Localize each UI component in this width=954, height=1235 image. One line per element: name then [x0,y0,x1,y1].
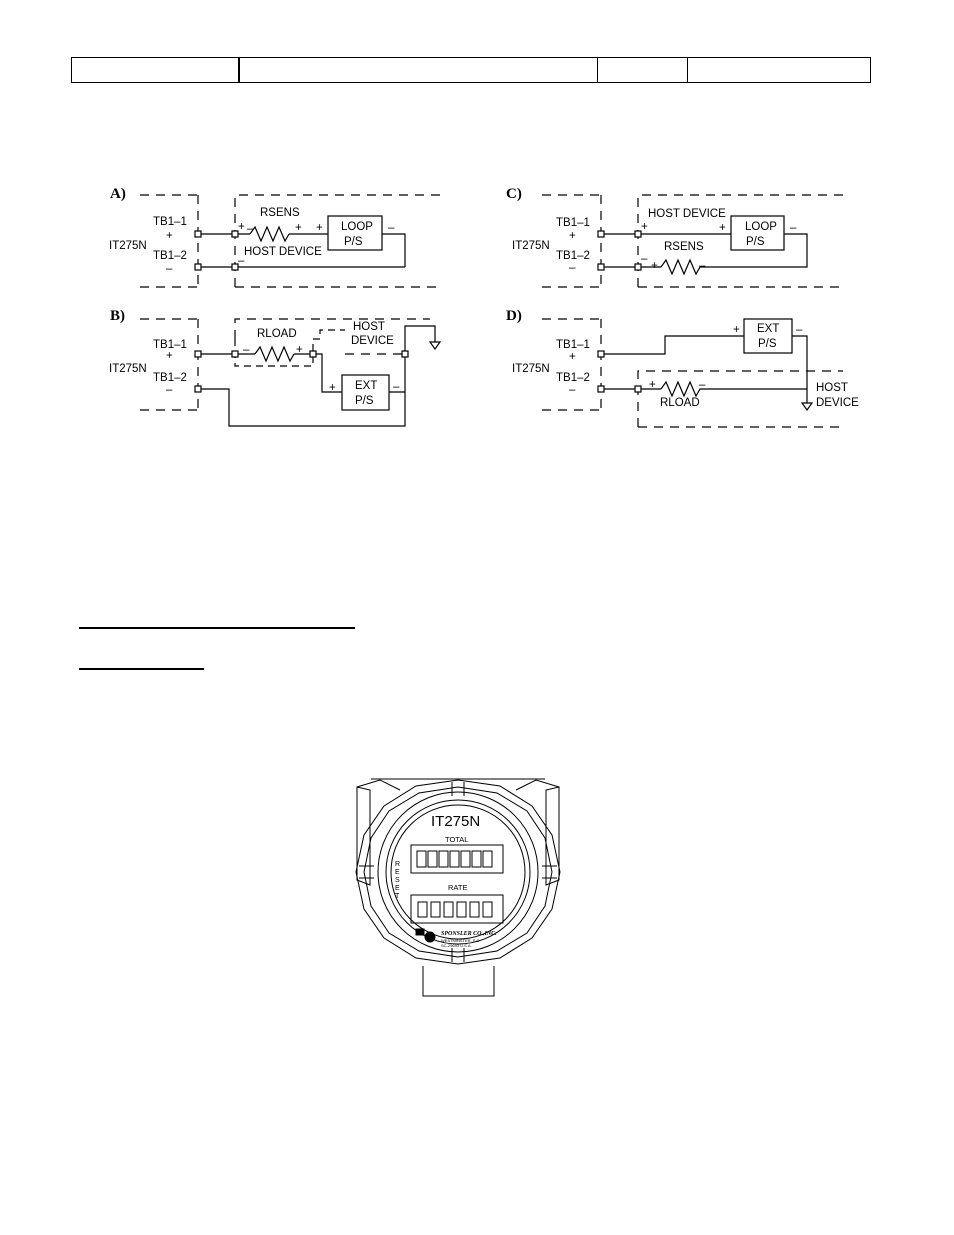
diagram-d-resistor: RLOAD [660,397,700,409]
section-rule-2 [79,668,204,670]
maker-name: SPONSLER CO.,INC. [441,931,497,937]
diagram-d-device: IT275N [512,363,550,375]
svg-text:+: + [329,382,336,394]
svg-text:–: – [699,379,706,391]
diagram-a-resistor: RSENS [260,207,300,219]
svg-text:+: + [295,222,302,234]
diagram-b-letter: B) [110,308,125,324]
svg-text:E: E [395,885,400,892]
maker-line-3: SC-29693 U.S.A. [441,943,472,948]
svg-text:–: – [569,262,576,274]
diagram-a-device: IT275N [109,240,147,252]
diagram-a-letter: A) [110,186,126,202]
svg-text:+: + [569,230,576,242]
diagram-c-tb2: TB1–2 [556,250,590,262]
total-digits [417,851,492,867]
diagram-b-device: IT275N [109,363,147,375]
diagram-d-tb2: TB1–2 [556,372,590,384]
svg-text:–: – [238,255,245,267]
diagram-d-host-1: HOST [816,382,848,394]
diagram-a-tb2: TB1–2 [153,250,187,262]
diagram-c-tb1: TB1–1 [556,217,590,229]
svg-text:–: – [243,344,250,356]
diagram-b-host-1: HOST [353,321,385,333]
display-rate-label: RATE [448,883,468,892]
diagram-b [109,308,440,426]
diagram-b-supply-1: EXT [355,380,378,392]
diagram-c-device: IT275N [512,240,550,252]
diagram-c-supply-2: P/S [746,236,765,248]
section-rule-1 [79,627,355,629]
reset-label [395,861,400,900]
maker-line-2: WESTMINSTER, S.C. [441,938,481,943]
diagram-c-supply-1: LOOP [745,221,777,233]
svg-text:+: + [296,344,303,356]
diagram-c-resistor: RSENS [664,241,704,253]
diagram-d-supply-1: EXT [757,323,780,335]
rate-digits [418,902,492,917]
diagram-a-tb1: TB1–1 [153,216,187,228]
diagram-a-supply-1: LOOP [341,221,373,233]
svg-text:+: + [719,222,726,234]
svg-text:+: + [316,222,323,234]
diagram-b-supply-2: P/S [355,395,374,407]
diagram-b-tb1: TB1–1 [153,339,187,351]
svg-text:–: – [388,222,395,234]
svg-text:+: + [649,379,656,391]
svg-text:T: T [395,893,400,900]
svg-text:+: + [238,221,245,233]
svg-text:–: – [569,384,576,396]
svg-text:–: – [790,222,797,234]
svg-text:–: – [247,223,254,235]
svg-text:+: + [569,351,576,363]
diagram-b-host-2: DEVICE [351,335,394,347]
svg-text:–: – [393,381,400,393]
device-illustration [356,779,560,996]
diagram-c-letter: C) [506,186,522,202]
diagram-a [109,186,440,287]
diagram-b-resistor: RLOAD [257,328,297,340]
svg-text:–: – [641,253,648,265]
diagram-d [506,308,859,427]
diagram-d-host-2: DEVICE [816,397,859,409]
diagram-d-letter: D) [506,308,522,324]
svg-text:+: + [651,260,658,272]
diagram-c [506,186,843,287]
diagram-b-tb2: TB1–2 [153,372,187,384]
svg-text:E: E [395,869,400,876]
svg-text:S: S [395,877,400,884]
svg-text:–: – [699,260,706,272]
diagram-c-host: HOST DEVICE [648,208,726,220]
diagram-d-tb1: TB1–1 [556,339,590,351]
svg-text:+: + [166,350,173,362]
svg-text:–: – [166,263,173,275]
svg-text:+: + [166,230,173,242]
display-total-label: TOTAL [445,835,469,844]
diagram-a-host: HOST DEVICE [244,246,322,258]
display-model: IT275N [431,813,481,830]
svg-text:–: – [166,384,173,396]
diagram-a-supply-2: P/S [344,236,363,248]
svg-text:–: – [796,324,803,336]
svg-text:+: + [733,324,740,336]
svg-text:R: R [395,861,401,868]
svg-text:+: + [641,221,648,233]
diagram-d-supply-2: P/S [758,338,777,350]
